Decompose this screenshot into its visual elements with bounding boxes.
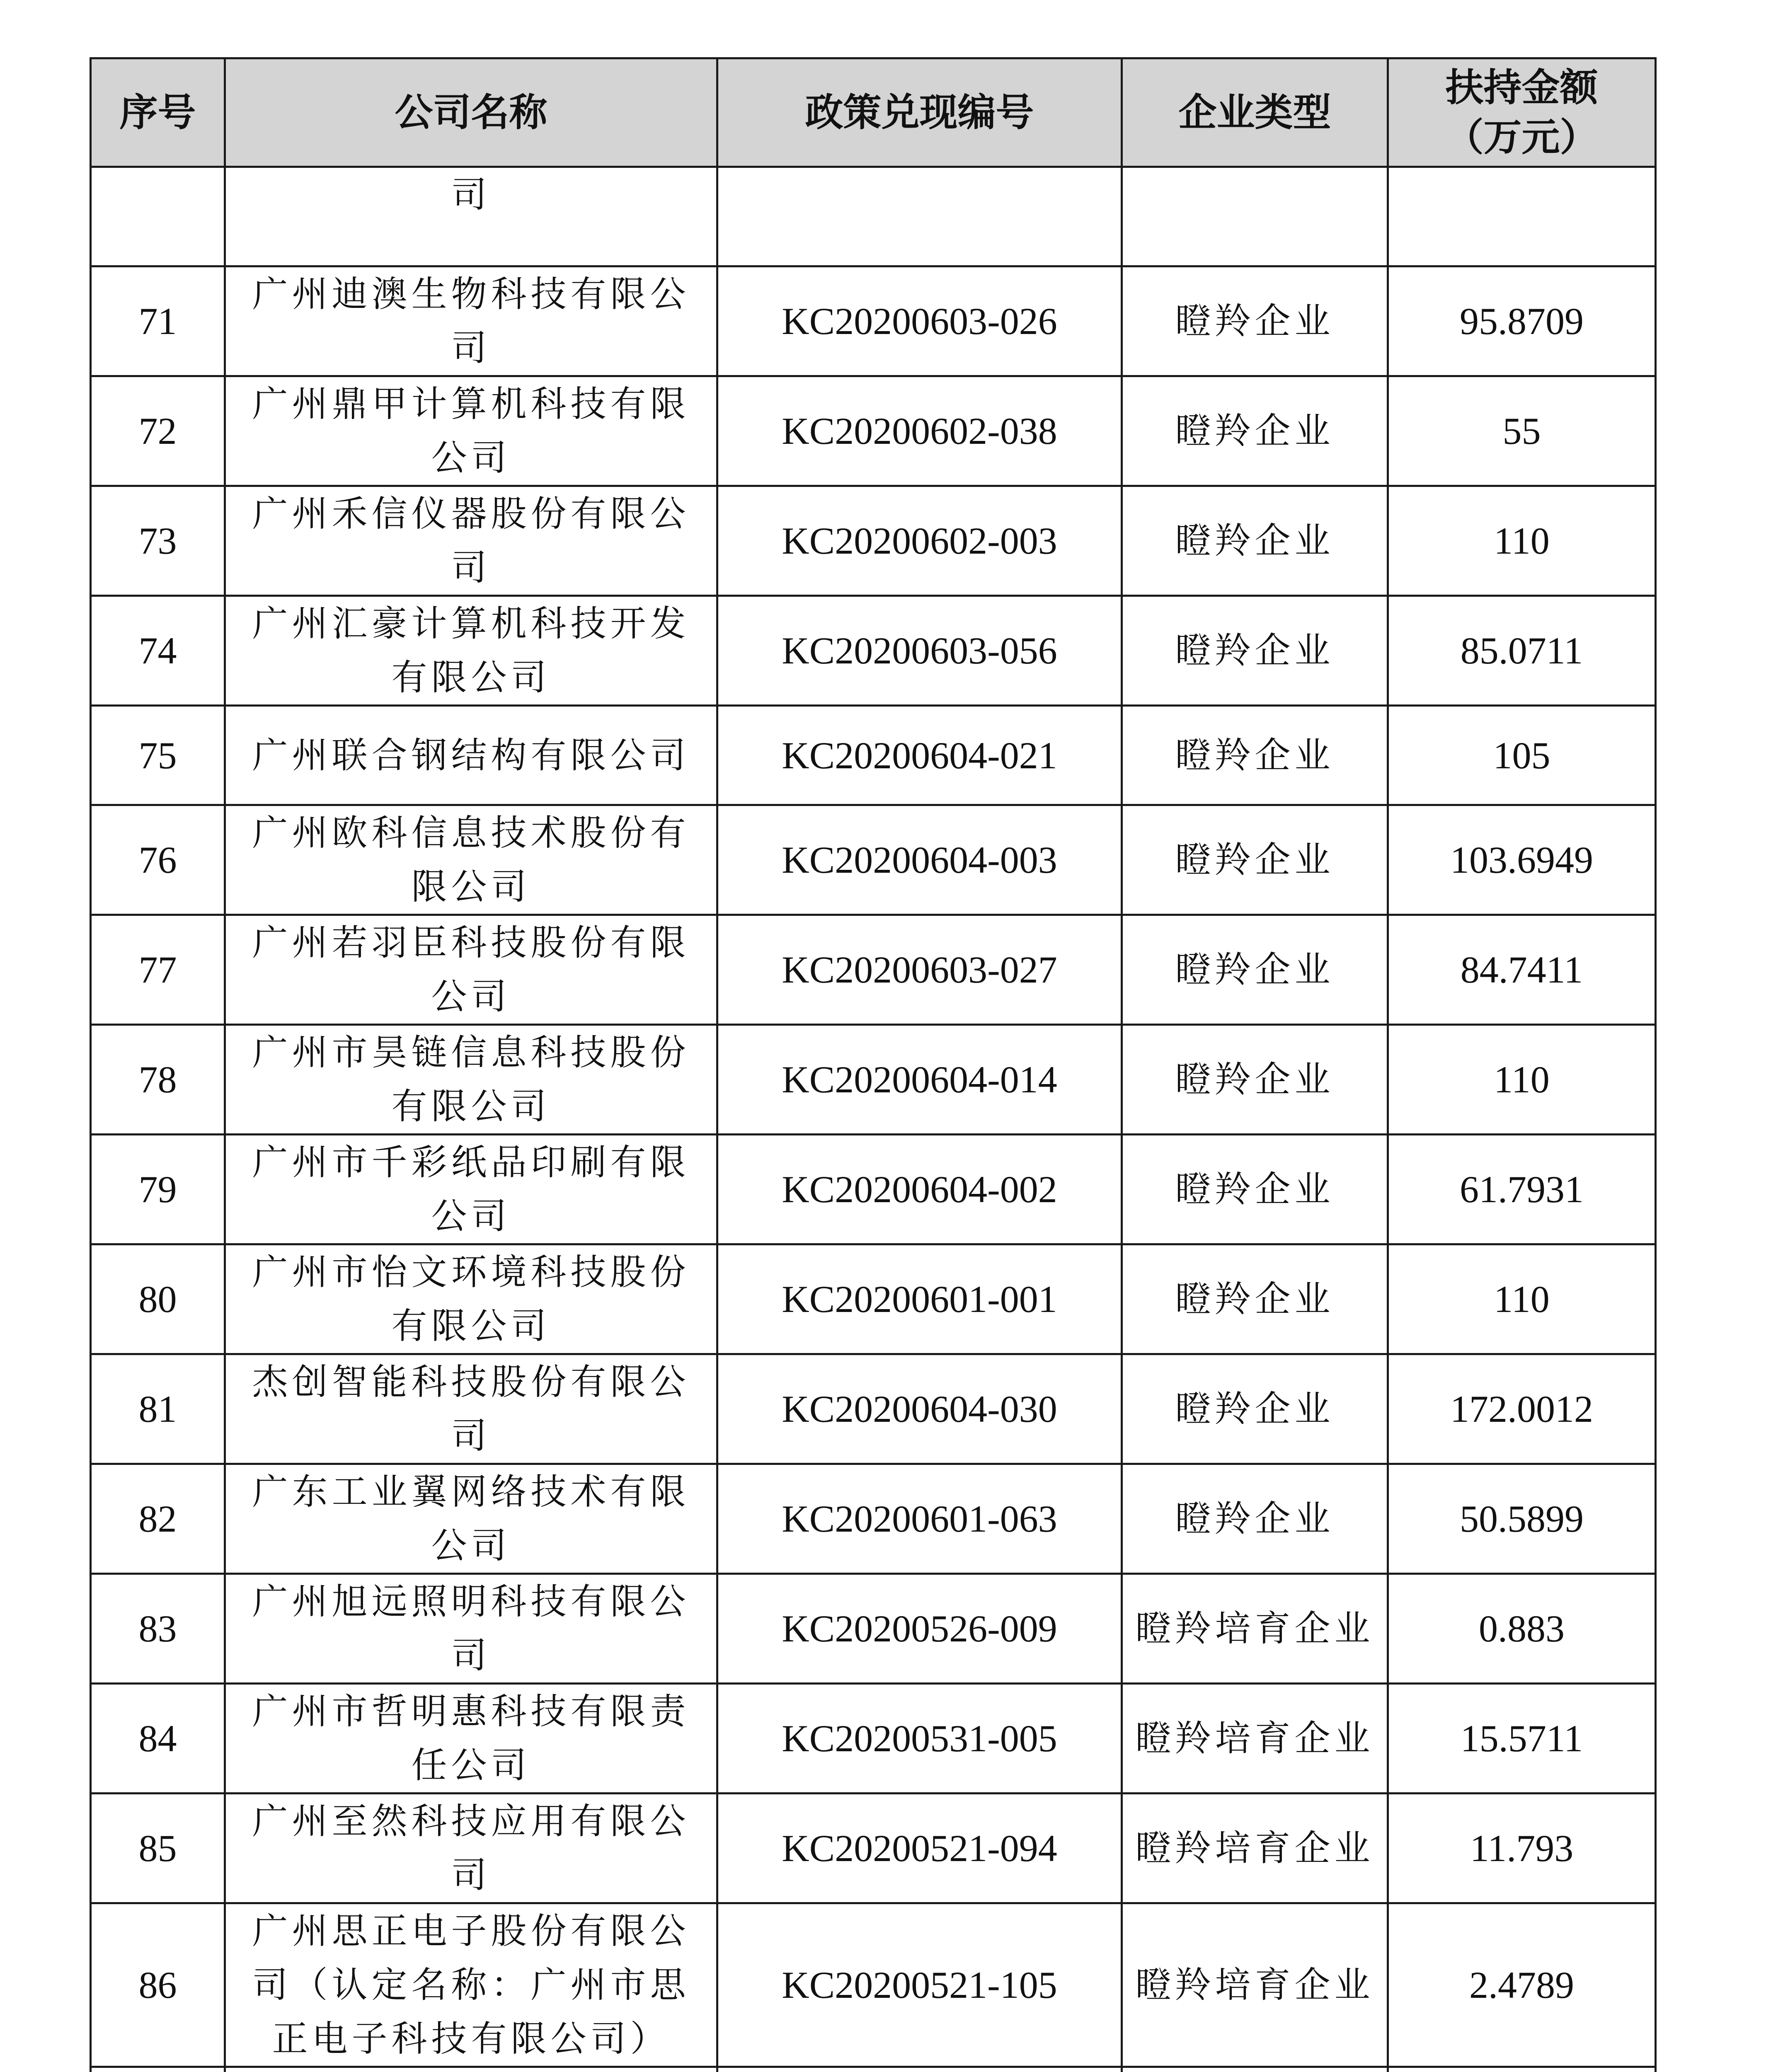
cell-amount: 11.793: [1388, 1794, 1656, 1903]
cell-seq: 82: [91, 1464, 225, 1574]
header-code: 政策兑现编号: [717, 58, 1122, 167]
cell-code: KC20200602-003: [717, 486, 1122, 596]
cell-code: [717, 2067, 1122, 2072]
cell-company: 广州联合钢结构有限公司: [225, 706, 717, 805]
cell-code: KC20200604-002: [717, 1135, 1122, 1244]
table-row: [91, 1574, 1656, 1684]
table-row: [91, 1464, 1656, 1574]
cell-company: 广州迪澳生物科技有限公司: [225, 266, 717, 376]
cell-seq: 84: [91, 1684, 225, 1794]
cell-company: 广州欧科信息技术股份有限公司: [225, 805, 717, 915]
cell-code: KC20200603-026: [717, 266, 1122, 376]
table-row: [91, 915, 1656, 1025]
cell-code: KC20200521-094: [717, 1794, 1122, 1903]
cell-type: [1122, 167, 1388, 266]
table-row: [91, 706, 1656, 805]
cell-amount: 172.0012: [1388, 1354, 1656, 1464]
cell-type: 瞪羚培育企业: [1122, 1794, 1388, 1903]
cell-seq: [91, 167, 225, 266]
cell-seq: 71: [91, 266, 225, 376]
continuation-row: [91, 167, 1656, 266]
cell-code: KC20200604-021: [717, 706, 1122, 805]
cell-type: 瞪羚企业: [1122, 266, 1388, 376]
table-row: [91, 266, 1656, 376]
cell-company: 广州若羽臣科技股份有限公司: [225, 915, 717, 1025]
cell-code: KC20200521-105: [717, 1903, 1122, 2067]
cell-seq: 78: [91, 1025, 225, 1135]
cell-amount: 105: [1388, 706, 1656, 805]
cell-type: 瞪羚企业: [1122, 1025, 1388, 1135]
cell-company: 司: [225, 167, 717, 266]
header-amount-line1: 扶持金额: [1445, 65, 1598, 110]
cell-type: 瞪羚培育企业: [1122, 1574, 1388, 1684]
table-row: [91, 1354, 1656, 1464]
cell-company: 广州至然科技应用有限公司: [225, 1794, 717, 1903]
cell-code: [717, 167, 1122, 266]
cell-company: 广州市千彩纸品印刷有限公司: [225, 1135, 717, 1244]
cell-type: 瞪羚企业: [1122, 915, 1388, 1025]
cell-amount: 50.5899: [1388, 1464, 1656, 1574]
cell-seq: 79: [91, 1135, 225, 1244]
cell-code: KC20200603-027: [717, 915, 1122, 1025]
cell-seq: 72: [91, 376, 225, 486]
cell-amount: 110: [1388, 1025, 1656, 1135]
cell-amount: 110: [1388, 486, 1656, 596]
cell-code: KC20200531-005: [717, 1684, 1122, 1794]
table-row: [91, 486, 1656, 596]
cell-code: KC20200526-009: [717, 1574, 1122, 1684]
cell-company: 广州思正电子股份有限公司（认定名称：广州市思正电子科技有限公司）: [225, 1903, 717, 2067]
cell-type: [1122, 2067, 1388, 2072]
cell-amount: [1388, 167, 1656, 266]
header-type: 企业类型: [1122, 58, 1388, 167]
table-row: [91, 1025, 1656, 1135]
cell-seq: 81: [91, 1354, 225, 1464]
cell-amount: 110: [1388, 1244, 1656, 1354]
cell-type: 瞪羚企业: [1122, 596, 1388, 706]
table-row: [91, 376, 1656, 486]
header-company: 公司名称: [225, 58, 717, 167]
cell-code: KC20200603-056: [717, 596, 1122, 706]
header-amount: [1388, 58, 1656, 167]
cell-type: 瞪羚企业: [1122, 1135, 1388, 1244]
cell-type: 瞪羚培育企业: [1122, 1684, 1388, 1794]
header-amount-line2: （万元）: [1445, 115, 1598, 160]
cell-amount: 85.0711: [1388, 596, 1656, 706]
table-row: [91, 2067, 1656, 2072]
cell-seq: 75: [91, 706, 225, 805]
cell-seq: 76: [91, 805, 225, 915]
header-seq: 序号: [91, 58, 225, 167]
cell-company: 广州鼎甲计算机科技有限公司: [225, 376, 717, 486]
cell-amount: 95.8709: [1388, 266, 1656, 376]
cell-company: 杰创智能科技股份有限公司: [225, 1354, 717, 1464]
cell-seq: 80: [91, 1244, 225, 1354]
cell-code: KC20200601-001: [717, 1244, 1122, 1354]
cell-type: 瞪羚企业: [1122, 1464, 1388, 1574]
cell-type: 瞪羚培育企业: [1122, 1903, 1388, 2067]
cell-company: 广州市哲明惠科技有限责任公司: [225, 1684, 717, 1794]
cell-amount: 0.883: [1388, 1574, 1656, 1684]
table-row: [91, 1794, 1656, 1903]
cell-company: 广州汇豪计算机科技开发有限公司: [225, 596, 717, 706]
cell-amount: 15.5711: [1388, 1684, 1656, 1794]
cell-seq: 77: [91, 915, 225, 1025]
cell-seq: [91, 2067, 225, 2072]
table-row: [91, 1244, 1656, 1354]
cell-seq: 86: [91, 1903, 225, 2067]
cell-company: 广州市怡文环境科技股份有限公司: [225, 1244, 717, 1354]
cell-company: 广州市昊链信息科技股份有限公司: [225, 1025, 717, 1135]
cell-seq: 74: [91, 596, 225, 706]
cell-type: 瞪羚企业: [1122, 376, 1388, 486]
cell-code: KC20200601-063: [717, 1464, 1122, 1574]
table-row: [91, 1135, 1656, 1244]
cell-company: 广东工业翼网络技术有限公司: [225, 1464, 717, 1574]
cell-type: 瞪羚企业: [1122, 1244, 1388, 1354]
cell-amount: 2.4789: [1388, 1903, 1656, 2067]
table-row: [91, 1903, 1656, 2067]
cell-type: 瞪羚企业: [1122, 1354, 1388, 1464]
cell-company: 广州旭远照明科技有限公司: [225, 1574, 717, 1684]
cell-seq: 73: [91, 486, 225, 596]
cell-company: 广州禾信仪器股份有限公司: [225, 486, 717, 596]
table-row: [91, 1684, 1656, 1794]
cell-amount: 84.7411: [1388, 915, 1656, 1025]
cell-amount: 55: [1388, 376, 1656, 486]
cell-code: KC20200604-003: [717, 805, 1122, 915]
cell-amount: [1388, 2067, 1656, 2072]
cell-amount: 103.6949: [1388, 805, 1656, 915]
cell-code: KC20200602-038: [717, 376, 1122, 486]
cell-company: [225, 2067, 717, 2072]
table-row: [91, 805, 1656, 915]
cell-type: 瞪羚企业: [1122, 805, 1388, 915]
header-row: [91, 58, 1656, 167]
cell-type: 瞪羚企业: [1122, 706, 1388, 805]
cell-seq: 85: [91, 1794, 225, 1903]
cell-code: KC20200604-030: [717, 1354, 1122, 1464]
cell-seq: 83: [91, 1574, 225, 1684]
table-body: [91, 167, 1656, 2072]
table-row: [91, 596, 1656, 706]
cell-amount: 61.7931: [1388, 1135, 1656, 1244]
cell-type: 瞪羚企业: [1122, 486, 1388, 596]
cell-code: KC20200604-014: [717, 1025, 1122, 1135]
company-support-table: [90, 57, 1657, 2072]
